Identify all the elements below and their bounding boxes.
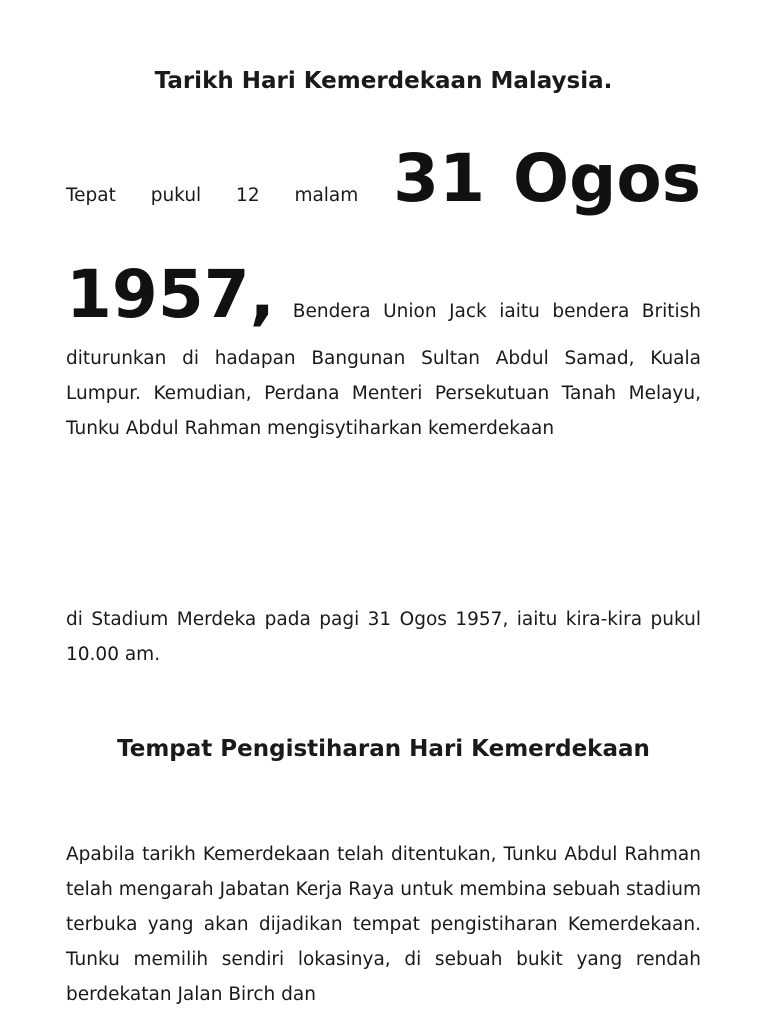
paragraph-stadium-merdeka: di Stadium Merdeka pada pagi 31 Ogos 1957, iaitu kira-kira pukul 10.00 am. <box>66 609 701 665</box>
big-day: 31 <box>393 140 485 217</box>
intro-word: malam <box>294 185 359 206</box>
year-line-sentence: Bendera Union Jack iaitu bendera British <box>292 301 701 322</box>
intro-word: pukul <box>150 185 202 206</box>
section-title-independence-date: Tarikh Hari Kemerdekaan Malaysia. <box>154 68 613 94</box>
emphasized-date-day-month <box>393 140 701 217</box>
paragraph-stadium-construction: Apabila tarikh Kemerdekaan telah ditentukan, Tunku Abdul Rahman telah mengarah Jabatan Kerja Raya untuk membina sebuah stadium terbuka yang akan dijadikan tempat pengistiharan Kemerdekaan. Tunku memilih sendiri lokasinya, di sebuah bukit yang rendah berdekatan Jalan Birch dan <box>66 844 701 1005</box>
emphasized-date-year: 1957, <box>66 256 275 333</box>
intro-word: Tepat <box>66 185 116 206</box>
paragraph-flag-lowered: diturunkan di hadapan Bangunan Sultan Abdul Samad, Kuala Lumpur. Kemudian, Perdana Menteri Persekutuan Tanah Melayu, Tunku Abdul Rahman mengisytiharkan kemerdekaan <box>66 348 701 439</box>
year-line-text <box>293 301 701 322</box>
section-title-declaration-venue: Tempat Pengistiharan Hari Kemerdekaan <box>117 736 650 762</box>
big-month: Ogos <box>513 140 701 217</box>
year-line <box>66 256 701 333</box>
date-intro-line <box>66 140 701 217</box>
intro-word: 12 <box>236 185 260 206</box>
